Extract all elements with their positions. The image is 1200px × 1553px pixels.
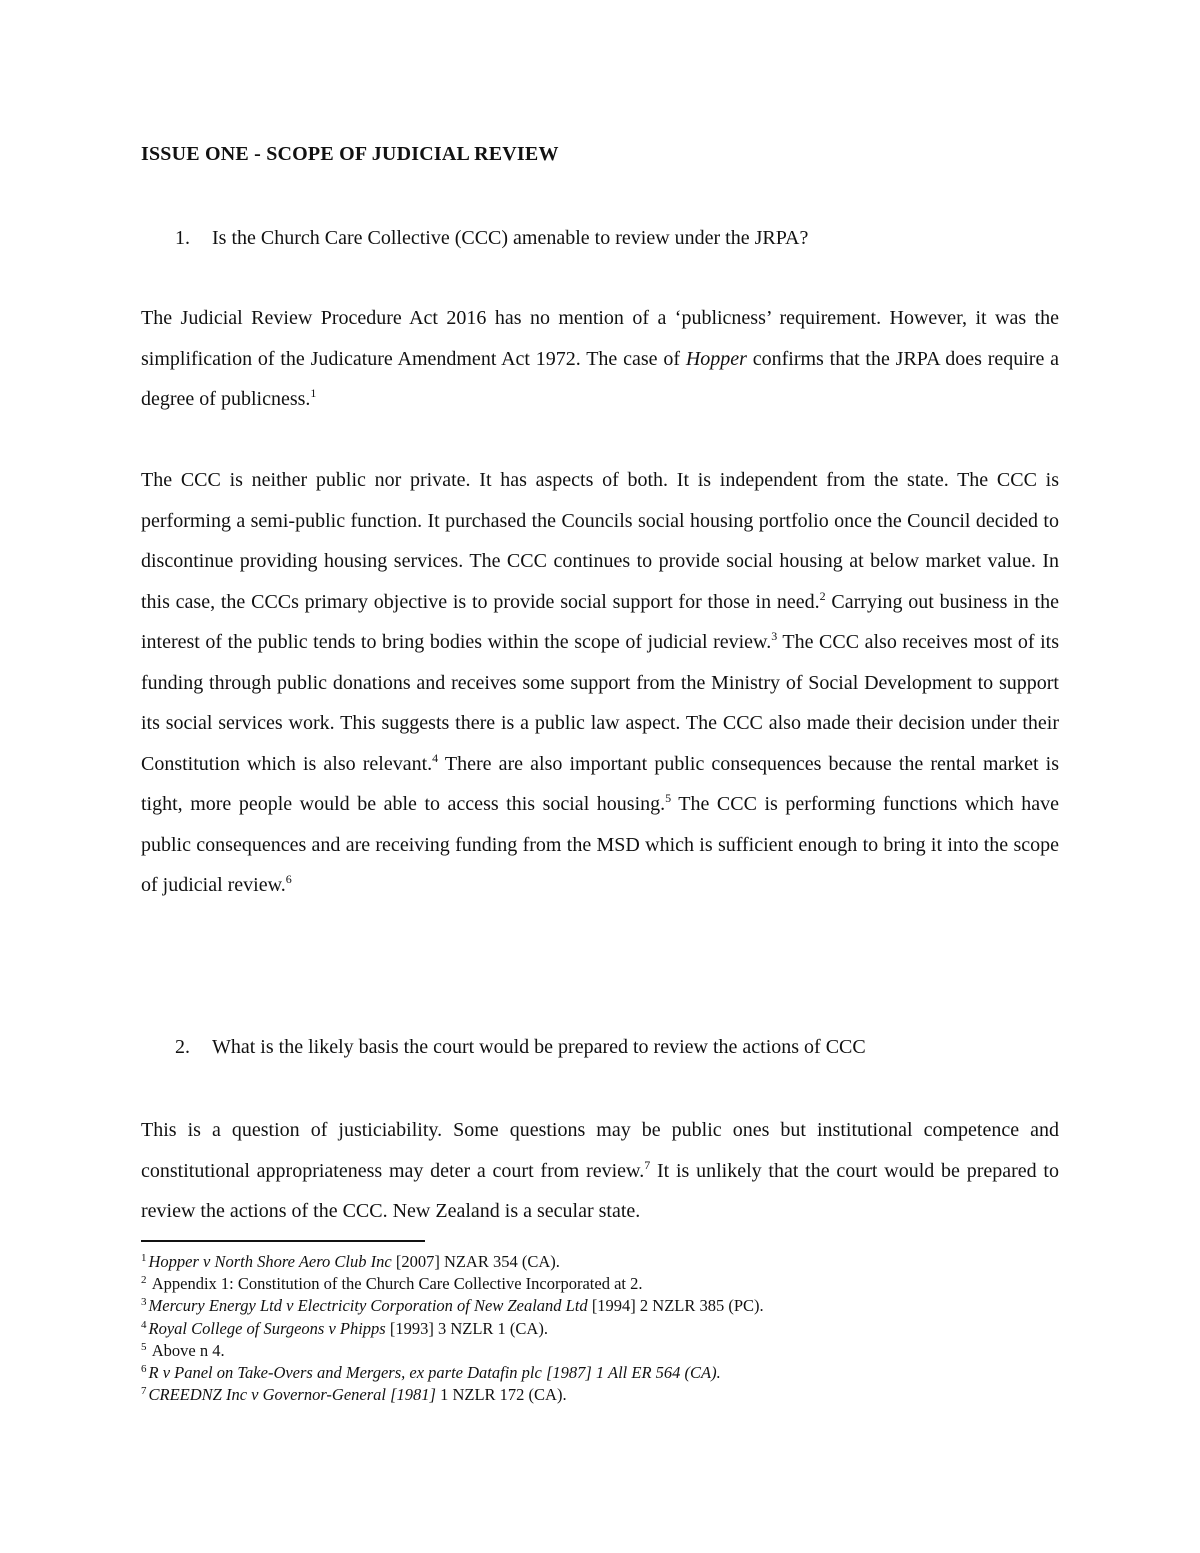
footnote-ref[interactable]: 3	[771, 629, 778, 643]
footnote-7: $^7$ CREEDNZ Inc v Governor-General [1981] 1 NZLR 172 (CA).	[141, 1385, 567, 1405]
footnote-ref[interactable]: 1	[310, 386, 317, 400]
footnote-3: $^3$ Mercury Energy Ltd v Electricity Corporation of New Zealand Ltd [1994] 2 NZLR 385 (PC).	[141, 1296, 764, 1316]
paragraph-justiciability	[141, 1110, 1059, 1232]
question-2	[175, 1036, 866, 1059]
paragraph-text: The CCC is performing functions which have public consequences and are receiving funding from the MSD which is sufficient enough to bring it into the scope of judicial review.	[141, 793, 1059, 896]
paragraph-text: The Judicial Review Procedure Act 2016 has no mention of a ‘publicness’ requirement. However, it was the simplification of the Judicature Amendment Act 1972. The case of	[141, 307, 1059, 370]
paragraph-text: confirms that the JRPA does require a degree of publicness.	[141, 347, 1060, 410]
question-1-text: Is the Church Care Collective (CCC) amenable to review under the JRPA?	[212, 227, 809, 249]
case-name-italic: Hopper	[685, 347, 747, 370]
footnote-5: $^5$ Above n 4.	[141, 1340, 225, 1360]
question-2-text: What is the likely basis the court would be prepared to review the actions of CCC	[212, 1036, 866, 1058]
section-heading: ISSUE ONE - SCOPE OF JUDICIAL REVIEW	[141, 143, 559, 165]
footnote-ref[interactable]: 5	[665, 791, 672, 805]
question-2-number: 2.	[175, 1036, 190, 1058]
paragraph-text: There are also important public consequences because the rental market is tight, more people would be able to access this social housing.	[141, 752, 1059, 815]
footnote-ref[interactable]: 4	[432, 750, 439, 765]
paragraph-text: It is unlikely that the court would be prepared to review the actions of the CCC. New Zealand is a secular state.	[141, 1159, 1059, 1222]
paragraph-ccc-analysis	[141, 460, 1059, 906]
footnote-4: $^4$ Royal College of Surgeons v Phipps [1993] 3 NZLR 1 (CA).	[141, 1318, 548, 1338]
question-1-number: 1.	[175, 227, 190, 249]
footnotes	[141, 1251, 764, 1406]
footnote-1: $^1$ Hopper v North Shore Aero Club Inc [2007] NZAR 354 (CA).	[141, 1252, 560, 1271]
footnote-ref[interactable]: 7	[644, 1157, 651, 1172]
footnote-2: $^2$ Appendix 1: Constitution of the Church Care Collective Incorporated at 2.	[141, 1274, 643, 1294]
paragraph-text: The CCC also receives most of its funding through public donations and receives some support from the Ministry of Social Development to support its social services work. This suggests there is a public law aspect. The CCC also made their decision under their Constitution which is also relevant.	[141, 631, 1060, 775]
question-1	[175, 227, 808, 250]
paragraph-text: Carrying out business in the interest of the public tends to bring bodies within the scope of judicial review.	[141, 590, 1059, 653]
footnote-ref[interactable]: 6	[285, 872, 292, 886]
paragraph-text: This is a question of justiciability. Some questions may be public ones but institutional competence and constitutional appropriateness may deter a court from review.	[141, 1119, 1059, 1182]
paragraph-publicness	[141, 298, 1059, 420]
footnote-6: $^6$ R v Panel on Take-Overs and Mergers, ex parte Datafin plc [1987] 1 All ER 564 (CA).	[141, 1363, 721, 1383]
footnote-ref[interactable]: 2	[819, 588, 826, 603]
footnote-separator	[141, 1240, 425, 1242]
paragraph-text: The CCC is neither public nor private. It has aspects of both. It is independent from the state. The CCC is performing a semi-public function. It purchased the Councils social housing portfolio once the Council decided to discontinue providing housing services. The CCC continues to provide social housing at below market value. In this case, the CCCs primary objective is to provide social support for those in need.	[141, 469, 1059, 613]
